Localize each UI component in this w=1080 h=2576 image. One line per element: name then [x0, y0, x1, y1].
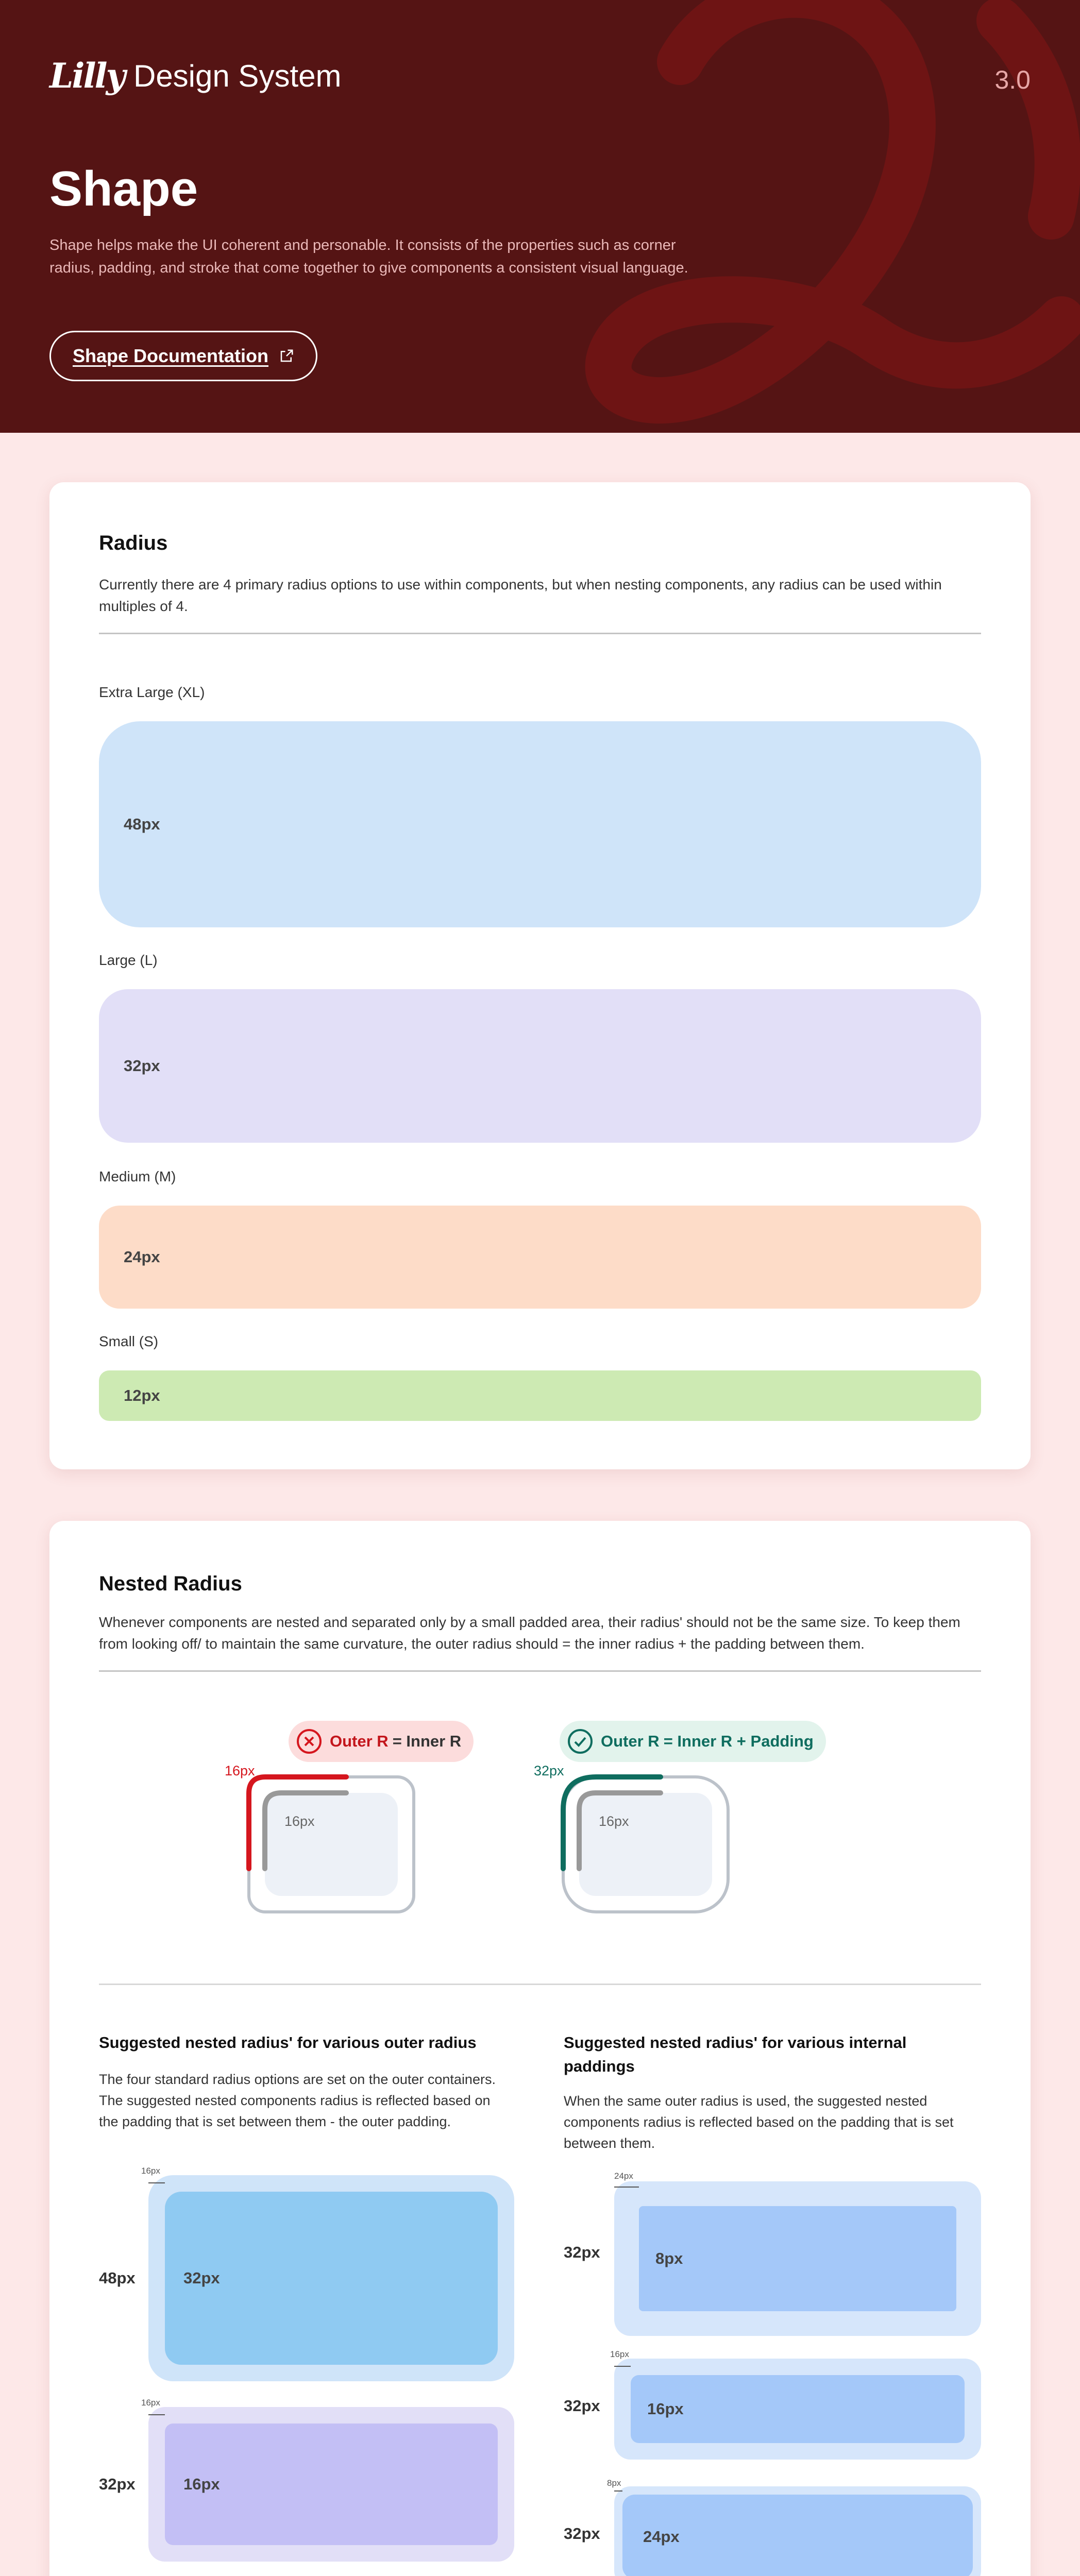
nested-description: Whenever components are nested and separated only by a small padded area, their radius' should not be the same size. To keep them from looking off/ to maintain the same curvature, the outer radius should = the inner radius + the padding between them.	[99, 1614, 960, 1652]
outer-radius-section-description: The four standard radius options are set on the outer containers. The suggested nested components radius is reflected based on the padding that is set between them - the outer padding.	[99, 2072, 496, 2129]
radius-card	[49, 482, 1031, 1469]
radius-xl-swatch	[99, 721, 981, 927]
padding-row2-outer: 32px	[564, 2397, 600, 2415]
radius-description: Currently there are 4 primary radius options to use within components, but when nesting components, any radius can be used within multiples of 4.	[99, 577, 942, 614]
outer-radius-row2-inner-box	[165, 2424, 498, 2545]
padding-row3-inner-box	[622, 2495, 973, 2576]
padding-section-title: Suggested nested radius' for various internal paddings	[564, 2033, 907, 2075]
page-title: Shape	[49, 161, 198, 216]
padding-row3-inner: 24px	[643, 2528, 680, 2546]
right-inner-label: 16px	[599, 1814, 629, 1829]
wrong-nested-diagram	[245, 1773, 420, 1918]
nested-divider	[99, 1670, 981, 1672]
outer-radius-row1-inner: 32px	[183, 2269, 220, 2287]
radius-s-swatch	[99, 1370, 981, 1421]
radius-l-label: Large (L)	[99, 952, 158, 968]
outer-radius-row1-inner-box	[165, 2192, 498, 2365]
right-outer-label: 32px	[534, 1763, 564, 1778]
padding-row1-inner: 8px	[655, 2249, 683, 2267]
radius-l-value: 32px	[124, 1057, 160, 1075]
brand-lockup	[49, 56, 341, 96]
padding-section-description: When the same outer radius is used, the suggested nested components radius is reflected based on the padding that is set between them.	[564, 2093, 954, 2151]
page-description: Shape helps make the UI coherent and personable. It consists of the properties such as corner radius, padding, and stroke that come together to give components a consistent visual language.	[49, 237, 688, 276]
nested-divider-2	[99, 1984, 981, 1985]
radius-s-label: Small (S)	[99, 1333, 159, 1349]
radius-l-swatch	[99, 989, 981, 1143]
right-rule-bold: Outer R	[601, 1732, 660, 1750]
radius-m-label: Medium (M)	[99, 1168, 176, 1184]
external-link-icon	[279, 348, 294, 364]
padding-row1-padding-line	[614, 2187, 639, 2188]
padding-row3-padding-line	[614, 2490, 622, 2492]
padding-row2-padding-line	[614, 2366, 631, 2367]
radius-divider	[99, 633, 981, 634]
padding-row3-padding: 8px	[607, 2478, 621, 2488]
padding-row2-inner: 16px	[647, 2400, 684, 2418]
outer-radius-row2-padding: 16px	[141, 2398, 160, 2408]
radius-title: Radius	[99, 532, 168, 554]
padding-row1-padding: 24px	[614, 2171, 633, 2181]
radius-m-swatch	[99, 1206, 981, 1309]
outer-radius-row2-padding-line	[148, 2414, 165, 2415]
right-rule-rest: = Inner R + Padding	[663, 1732, 814, 1750]
brand-title: Design System	[133, 58, 342, 93]
check-circle-icon	[567, 1728, 594, 1755]
padding-row1-inner-box	[639, 2206, 956, 2311]
right-nested-diagram	[560, 1773, 735, 1918]
radius-m-value: 24px	[124, 1248, 160, 1266]
padding-row2-padding: 16px	[610, 2349, 629, 2359]
outer-radius-row2-outer: 32px	[99, 2475, 136, 2493]
nested-title: Nested Radius	[99, 1572, 242, 1595]
outer-radius-row1-padding-line	[148, 2182, 165, 2183]
radius-xl-value: 48px	[124, 815, 160, 833]
outer-radius-section-title: Suggested nested radius' for various outer radius	[99, 2033, 477, 2052]
shape-documentation-button[interactable]	[49, 331, 317, 381]
wrong-rule-bold: Outer R	[330, 1732, 389, 1750]
lilly-logo: Lilly	[49, 56, 124, 96]
outer-radius-row2-inner: 16px	[183, 2475, 220, 2493]
nested-radius-card	[49, 1521, 1031, 2576]
right-rule-pill	[560, 1721, 826, 1762]
padding-row2-inner-box	[631, 2375, 965, 2443]
wrong-outer-label: 16px	[225, 1763, 255, 1778]
outer-radius-row1-outer: 48px	[99, 2269, 136, 2287]
wrong-rule-pill	[289, 1721, 474, 1762]
radius-s-value: 12px	[124, 1386, 160, 1404]
hero-header	[0, 0, 1080, 433]
wrong-inner-label: 16px	[284, 1814, 315, 1829]
outer-radius-row1-padding: 16px	[141, 2166, 160, 2176]
shape-documentation-label: Shape Documentation	[72, 345, 269, 366]
x-circle-icon	[296, 1728, 323, 1755]
version-label: 3.0	[994, 65, 1031, 94]
wrong-rule-rest: = Inner R	[392, 1732, 462, 1750]
padding-row1-outer: 32px	[564, 2243, 600, 2261]
radius-xl-label: Extra Large (XL)	[99, 684, 205, 700]
padding-row3-outer: 32px	[564, 2524, 600, 2543]
